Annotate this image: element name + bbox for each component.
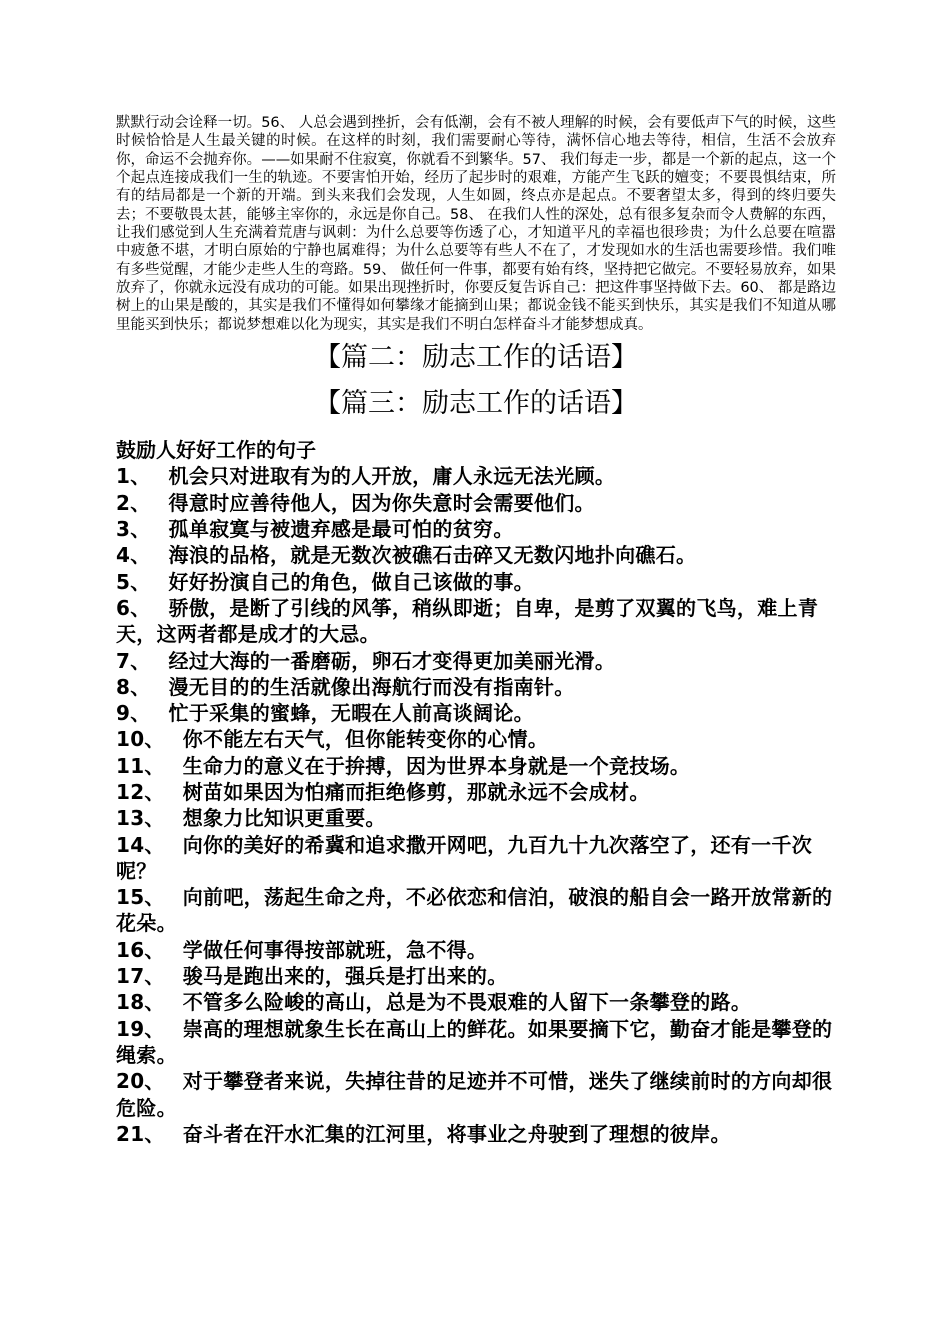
quote-text: 骏马是跑出来的，强兵是打出来的。 bbox=[182, 964, 508, 989]
list-item bbox=[116, 963, 836, 989]
quote-text: 漫无目的的生活就像出海航行而没有指南针。 bbox=[168, 674, 575, 699]
quote-number: 3、 bbox=[116, 517, 151, 542]
quote-number: 17、 bbox=[116, 964, 165, 989]
intro-paragraph: 默默行动会诠释一切。56、 人总会遇到挫折，会有低潮，会有不被人理解的时候，会有要低声下气的时候，这些时候恰恰是人生最关键的时候。在这样的时刻，我们需要耐心等待，满怀信心地去等待，相信，生活不会放弃你，命运不会抛弃你。——如果耐不住寂寞，你就看不到繁华。57、 我们每走一步，都是一个新的起点，这一个个起点连接成我们一生的轨迹。不要害怕开始，经历了起步时的艰难，方能产生飞跃的嬗变；不要畏惧结束，所有的结局都是一个新的开端。到头来我们会发现，人生如圆，终点亦是起点。不要奢望太多，得到的终归要失去；不要敬畏太甚，能够主宰你的，永远是你自己。58、 在我们人性的深处，总有很多复杂而令人费解的东西，让我们感觉到人生充满着荒唐与讽刺：为什么总要等伤透了心，才知道平凡的幸福也很珍贵；为什么总要在喧嚣中疲惫不堪，才明白原始的宁静也属难得；为什么总要等有些人不在了，才发现如水的生活也需要珍惜。我们唯有多些觉醒，才能少走些人生的弯路。59、 做任何一件事，都要有始有终，坚持把它做完。不要轻易放弃，如果放弃了，你就永远没有成功的可能。如果出现挫折时，你要反复告诉自己：把这件事坚持做下去。60、 都是路边树上的山果是酸的，其实是我们不懂得如何攀缘才能摘到山果；都说金钱不能买到快乐，其实是我们不知道从哪里能买到快乐；都说梦想难以化为现实，其实是我们不明白怎样奋斗才能梦想成真。 bbox=[116, 115, 836, 333]
list-item bbox=[116, 726, 836, 752]
quote-number: 18、 bbox=[116, 990, 165, 1015]
quote-text: 向前吧，荡起生命之舟，不必依恋和信泊，破浪的船自会一路开放常新的花朵。 bbox=[116, 885, 833, 936]
list-item bbox=[116, 1016, 836, 1069]
quote-number: 6、 bbox=[116, 595, 151, 620]
quote-number: 10、 bbox=[116, 727, 165, 752]
list-item bbox=[116, 805, 836, 831]
quote-number: 9、 bbox=[116, 701, 151, 726]
quote-number: 4、 bbox=[116, 543, 151, 568]
list-item bbox=[116, 648, 836, 674]
list-item bbox=[116, 989, 836, 1015]
list-item bbox=[116, 753, 836, 779]
quote-text: 机会只对进取有为的人开放，庸人永远无法光顾。 bbox=[168, 464, 616, 489]
quote-number: 16、 bbox=[116, 937, 165, 962]
quote-text: 骄傲，是断了引线的风筝，稍纵即逝；自卑，是剪了双翼的飞鸟，难上青天，这两者都是成才的大忌。 bbox=[116, 595, 819, 647]
quote-number: 12、 bbox=[116, 779, 165, 804]
quote-text: 学做任何事得按部就班，急不得。 bbox=[182, 937, 488, 962]
quote-list bbox=[116, 463, 836, 1147]
list-item bbox=[116, 832, 836, 885]
quote-text: 想象力比知识更重要。 bbox=[182, 806, 386, 831]
list-item bbox=[116, 937, 836, 963]
list-item bbox=[116, 674, 836, 700]
list-item bbox=[116, 884, 836, 937]
section-heading-2: 【篇二：励志工作的话语】 bbox=[314, 342, 638, 374]
quote-number: 8、 bbox=[116, 674, 151, 699]
list-item bbox=[116, 490, 836, 516]
list-item bbox=[116, 595, 836, 648]
list-item bbox=[116, 569, 836, 595]
list-item bbox=[116, 542, 836, 568]
list-item bbox=[116, 779, 836, 805]
quote-number: 13、 bbox=[116, 806, 165, 831]
quote-text: 经过大海的一番磨砺，卵石才变得更加美丽光滑。 bbox=[168, 648, 616, 673]
quote-text: 向你的美好的希冀和追求撒开网吧，九百九十九次落空了，还有一千次呢？ bbox=[116, 832, 813, 883]
quote-text: 崇高的理想就象生长在高山上的鲜花。如果要摘下它，勤奋才能是攀登的绳索。 bbox=[116, 1016, 833, 1067]
quote-text: 忙于采集的蜜蜂，无暇在人前高谈阔论。 bbox=[168, 701, 534, 726]
quote-list-title: 鼓励人好好工作的句子 bbox=[116, 438, 316, 463]
quote-number: 21、 bbox=[116, 1121, 165, 1146]
document-page bbox=[116, 114, 836, 1147]
quote-text: 孤单寂寞与被遗弃感是最可怕的贫穷。 bbox=[168, 517, 514, 542]
quote-text: 生命力的意义在于拚搏，因为世界本身就是一个竞技场。 bbox=[182, 753, 691, 778]
quote-text: 奋斗者在汗水汇集的江河里，将事业之舟驶到了理想的彼岸。 bbox=[182, 1121, 731, 1146]
list-item bbox=[116, 463, 836, 489]
quote-number: 5、 bbox=[116, 569, 151, 594]
list-item bbox=[116, 1068, 836, 1121]
quote-number: 11、 bbox=[116, 753, 165, 778]
quote-text: 得意时应善待他人，因为你失意时会需要他们。 bbox=[168, 490, 595, 515]
quote-number: 14、 bbox=[116, 832, 165, 857]
quote-number: 15、 bbox=[116, 885, 165, 910]
quote-text: 好好扮演自己的角色，做自己该做的事。 bbox=[168, 569, 534, 594]
quote-number: 19、 bbox=[116, 1016, 165, 1041]
section-heading-3: 【篇三：励志工作的话语】 bbox=[314, 388, 638, 420]
quote-text: 你不能左右天气，但你能转变你的心情。 bbox=[182, 727, 549, 752]
quote-text: 对于攀登者来说，失掉往昔的足迹并不可惜，迷失了继续前时的方向却很危险。 bbox=[116, 1069, 833, 1120]
quote-number: 2、 bbox=[116, 490, 151, 515]
quote-text: 不管多么险峻的高山，总是为不畏艰难的人留下一条攀登的路。 bbox=[182, 990, 752, 1015]
list-item bbox=[116, 516, 836, 542]
quote-text: 海浪的品格，就是无数次被礁石击碎又无数闪地扑向礁石。 bbox=[168, 543, 697, 568]
quote-number: 20、 bbox=[116, 1069, 165, 1094]
list-item bbox=[116, 1121, 836, 1147]
quote-number: 7、 bbox=[116, 648, 151, 673]
quote-number: 1、 bbox=[116, 464, 151, 489]
list-item bbox=[116, 700, 836, 726]
quote-text: 树苗如果因为怕痛而拒绝修剪，那就永远不会成材。 bbox=[182, 779, 650, 804]
